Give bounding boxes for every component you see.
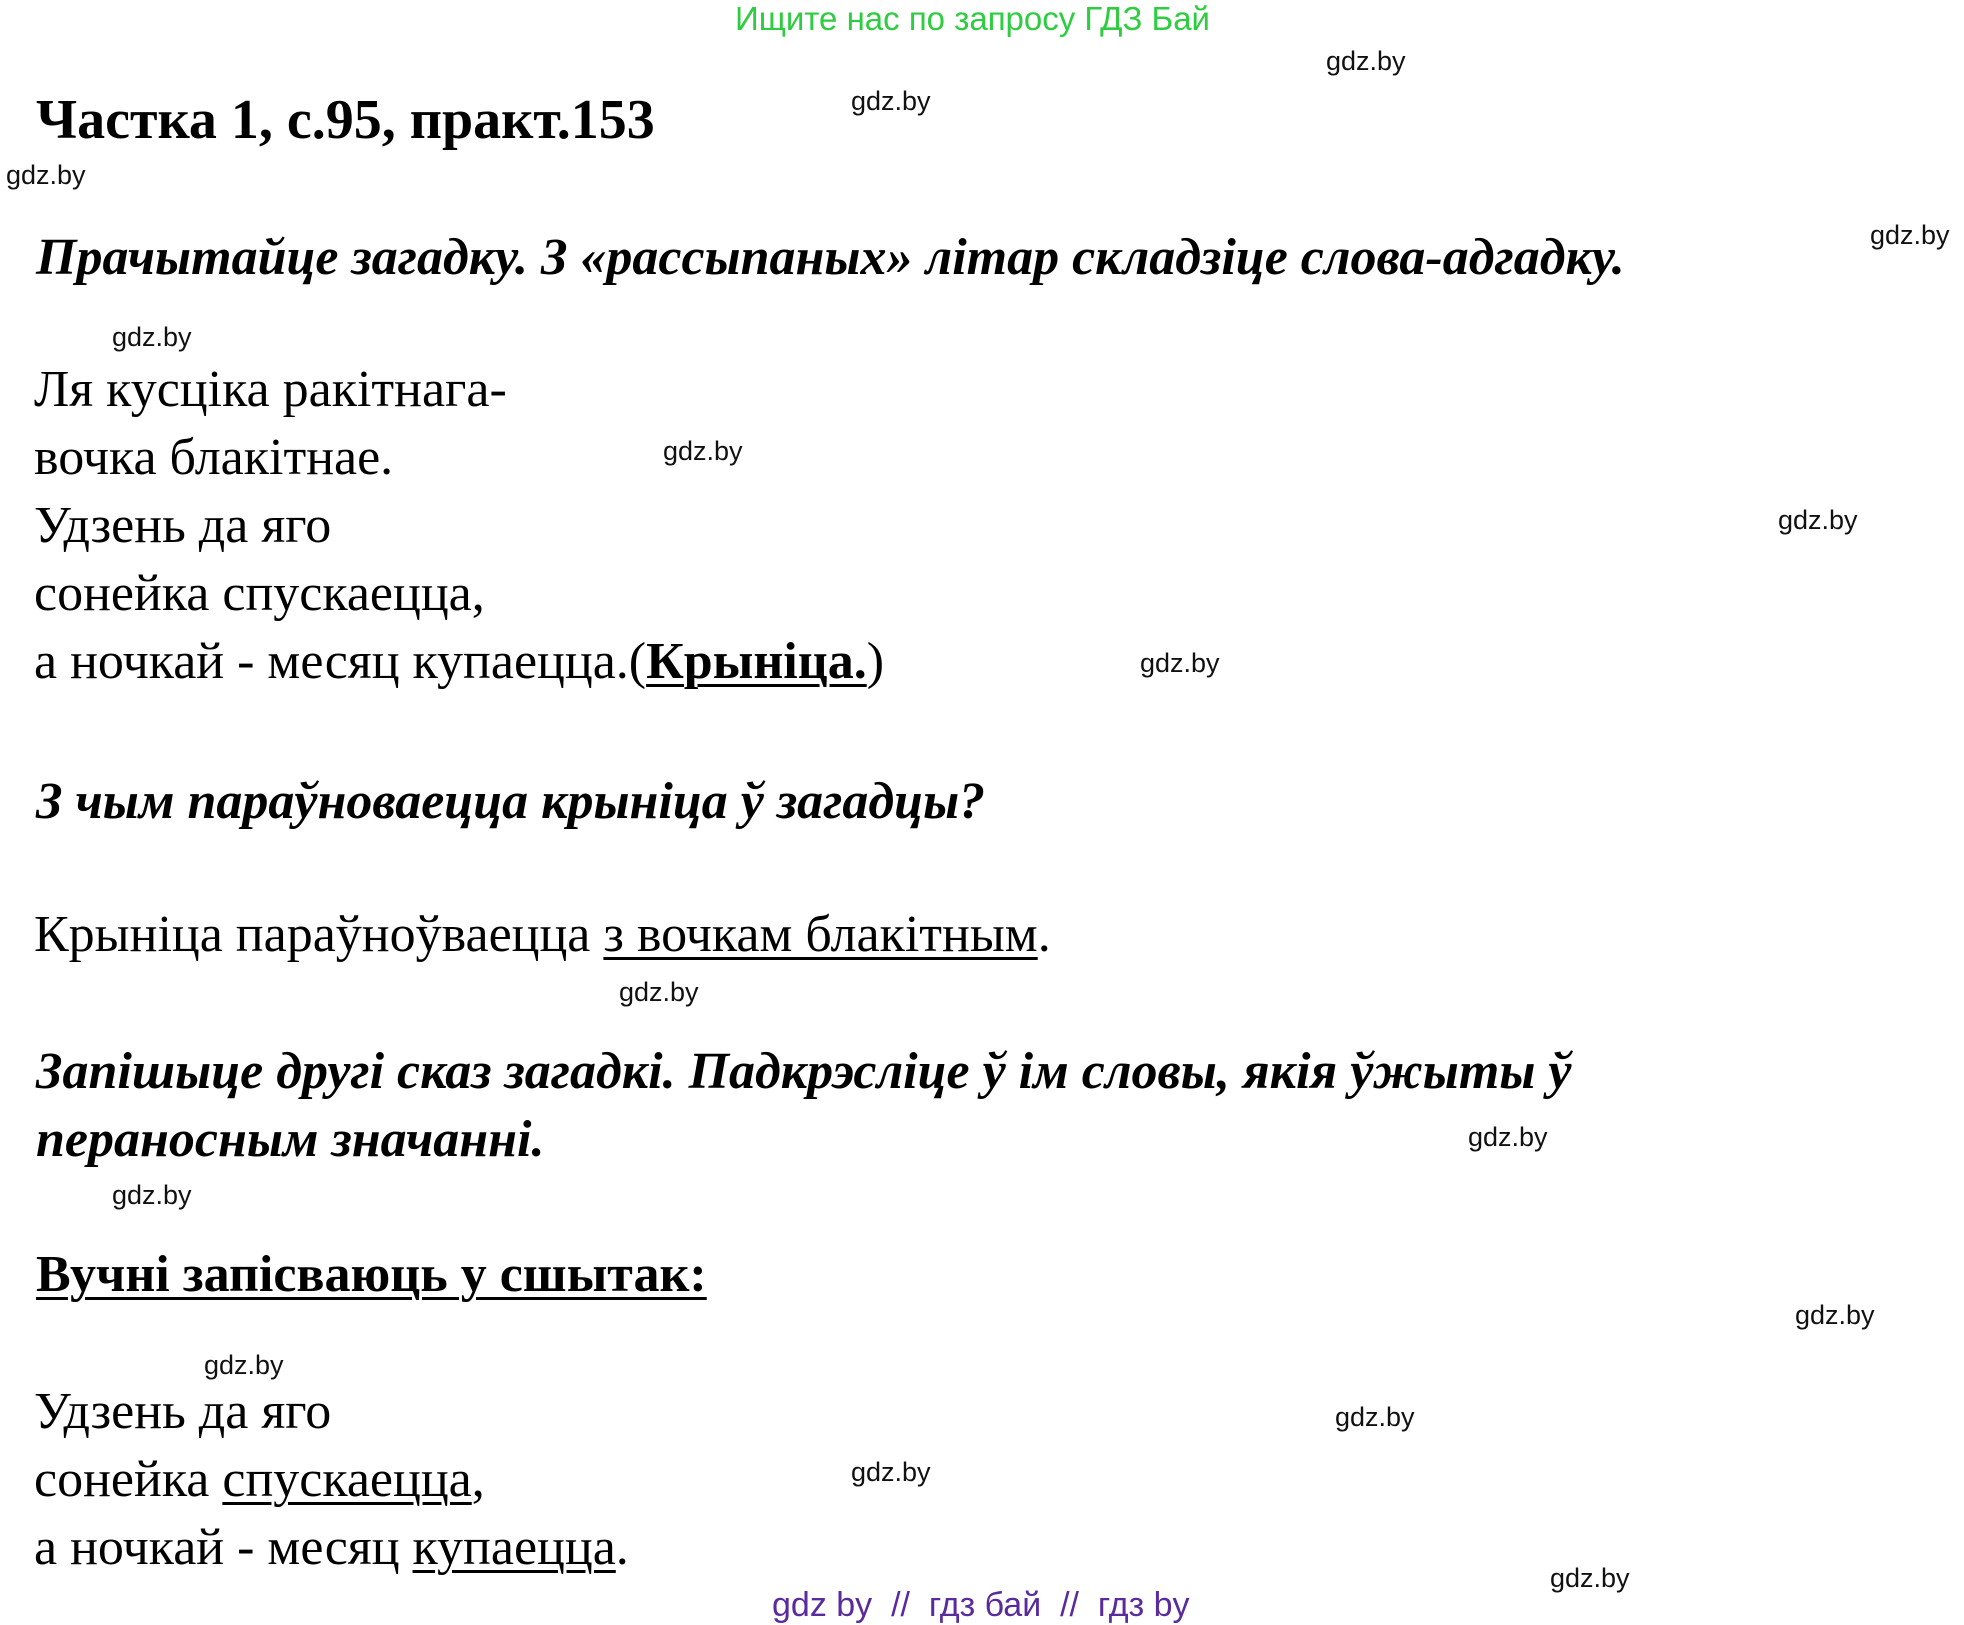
watermark: gdz.by xyxy=(112,322,192,352)
watermark: gdz.by xyxy=(851,1457,931,1487)
copied-underlined: купаецца xyxy=(412,1519,616,1576)
watermark: gdz.by xyxy=(619,977,699,1007)
watermark: gdz.by xyxy=(1870,220,1950,250)
search-banner: Ищите нас по запросу ГДЗ Бай xyxy=(735,0,1210,37)
watermark: gdz.by xyxy=(112,1180,192,1210)
answer-line xyxy=(34,905,1051,964)
watermark: gdz.by xyxy=(851,86,931,116)
watermark: gdz.by xyxy=(1778,505,1858,535)
riddle-line-with-answer xyxy=(34,632,884,691)
copied-text: , xyxy=(471,1451,485,1508)
task-instruction: пераносным значанні. xyxy=(36,1111,545,1168)
copied-line xyxy=(34,1518,629,1577)
riddle-line: вочка блакітнае. xyxy=(34,429,394,486)
copied-text: а ночкай - месяц xyxy=(34,1519,413,1576)
riddle-text: ) xyxy=(866,633,885,690)
watermark: gdz.by xyxy=(1795,1300,1875,1330)
footer-links: gdz by // гдз бай // гдз by xyxy=(772,1586,1190,1624)
riddle-line: сонейка спускаецца, xyxy=(34,565,485,622)
answer-text: . xyxy=(1037,906,1051,963)
riddle-line: Ля кусціка ракітнага- xyxy=(34,361,507,418)
copied-text: сонейка xyxy=(34,1451,223,1508)
page-heading: Частка 1, с.95, практ.153 xyxy=(36,89,655,151)
watermark: gdz.by xyxy=(1335,1402,1415,1432)
riddle-answer: Крыніца. xyxy=(646,633,867,690)
watermark: gdz.by xyxy=(1550,1563,1630,1593)
question: З чым параўноваецца крыніца ў загадцы? xyxy=(36,773,986,830)
task-instruction: Запішыце другі сказ загадкі. Падкрэсліце ў ім словы, якія ўжыты ў xyxy=(36,1043,1572,1100)
answer-text: Крыніца параўноўваецца xyxy=(34,906,604,963)
watermark: gdz.by xyxy=(6,160,86,190)
watermark: gdz.by xyxy=(1140,648,1220,678)
answer-underlined: з вочкам блакітным xyxy=(603,906,1038,963)
watermark: gdz.by xyxy=(1468,1122,1548,1152)
watermark: gdz.by xyxy=(204,1350,284,1380)
copied-line: Удзень да яго xyxy=(34,1383,332,1440)
copied-line xyxy=(34,1450,485,1509)
copied-text: . xyxy=(615,1519,629,1576)
section-title: Вучні запісваюць у сшытак: xyxy=(36,1246,707,1303)
watermark: gdz.by xyxy=(663,436,743,466)
watermark: gdz.by xyxy=(1326,46,1406,76)
riddle-text: а ночкай - месяц купаецца.( xyxy=(34,633,647,690)
riddle-line: Удзень да яго xyxy=(34,497,332,554)
task-instruction: Прачытайце загадку. З «рассыпаных» літар складзіце слова-адгадку. xyxy=(36,229,1625,286)
copied-underlined: спускаецца xyxy=(222,1451,472,1508)
